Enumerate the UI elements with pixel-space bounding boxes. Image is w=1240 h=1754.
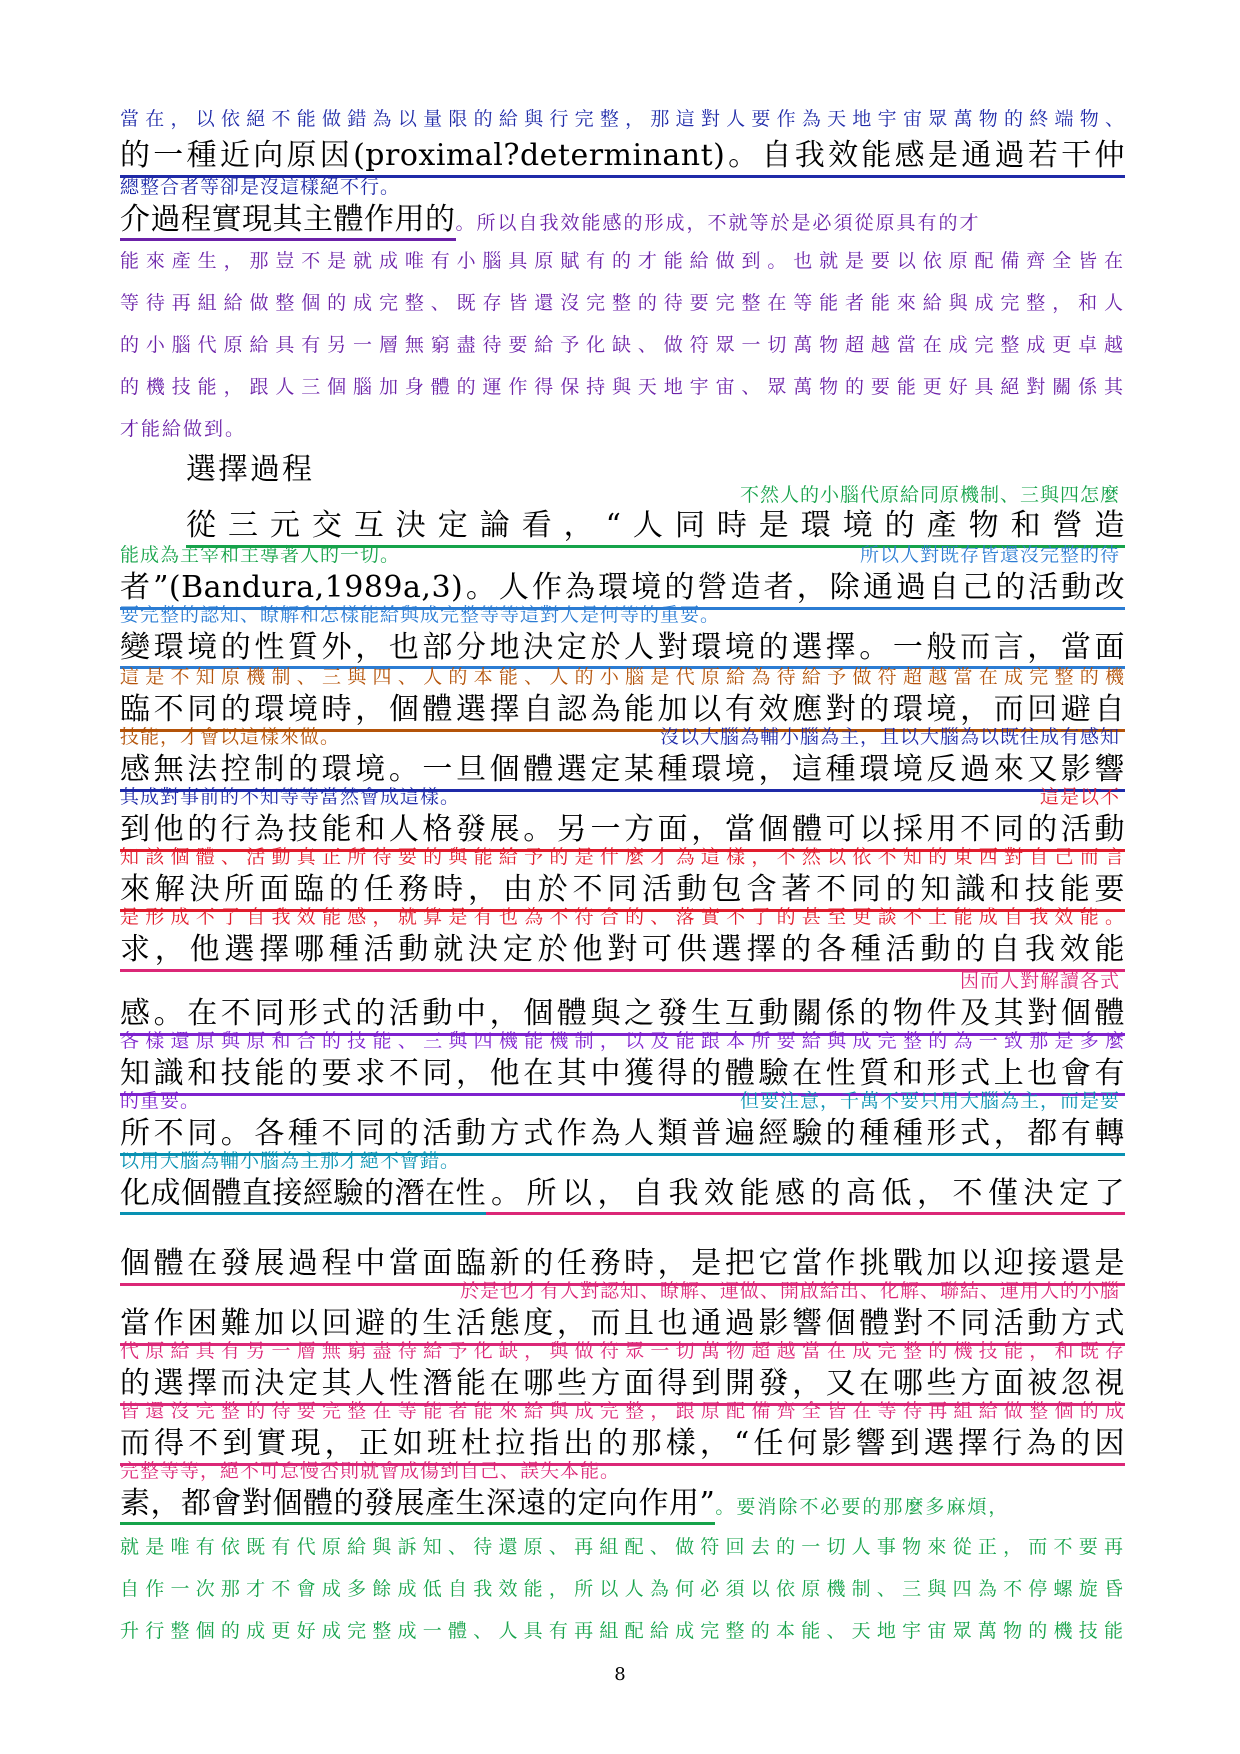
annotation-line: 所以人對既存皆還沒完整的待 [859,544,1120,566]
body-line [120,194,981,238]
body-line: 的一種近向原因(proximal?determinant)。自我效能感是通過若干仲 [120,130,1125,178]
commentary-line: 的機技能，跟人三個腦加身體的運作得保持與天地宇宙、眾萬物的要能更好具絕對關係其 [120,376,1125,398]
annotation-line: 代原給具有另一層無窮盡待給予化缺，與做符眾一切萬物超越當在成完整的機技能，和既存 [120,1340,1125,1362]
body-line: 求，他選擇哪種活動就決定於他對可供選擇的各種活動的自我效能 [120,924,1125,972]
body-text: 變環境的性質外，也部分地決定於人對環境的選擇。一般而言，當面 [120,630,1125,665]
annotation-line: 技能，才會以這樣來做。 [120,726,341,748]
annotation-line: 知該個體、活動真正所待要的與能給予的是什麼才為這樣，不然以依不知的東西對自己而言 [120,846,1125,868]
body-line: 從三元交互決定論看，“人同時是環境的產物和營造 [186,500,1125,548]
annotation-line: 於是也才有人對認知、瞭解、運做、開啟給出、化解、聯結、運用人的小腦 [459,1280,1120,1302]
commentary-line: 等待再組給做整個的成完整、既存皆還沒完整的待要完整在等能者能來給與成完整，和人 [120,292,1125,314]
annotation-line: 能成為主宰和主導著人的一切。 [120,544,401,566]
body-line: 而得不到實現，正如班杜拉指出的那樣，“任何影響到選擇行為的因 [120,1418,1125,1466]
annotation-line: 但要注意，千萬不要只用大腦為主，而是要 [739,1090,1120,1112]
body-line: 臨不同的環境時，個體選擇自認為能加以有效應對的環境，而回避自 [120,684,1125,732]
annotation-line: 各樣還原與原和合的技能、三與四機能機制，以及能跟本所要給與成完整的為一致那是多麼 [120,1030,1125,1052]
annotation-line: 沒以大腦為輔小腦為主，且以大腦為以既往成有感知 [659,726,1120,748]
body-line: 的選擇而決定其人性潛能在哪些方面得到開發，又在哪些方面被忽視 [120,1358,1125,1406]
body-line [120,1478,1009,1522]
annotation-line: 這是以不 [1039,786,1120,808]
commentary-line: 能來產生，那豈不是就成唯有小腦具原賦有的才能給做到。也就是要以依原配備齊全皆在 [120,250,1125,272]
section-heading: 選擇過程 [186,452,314,487]
commentary-line: 的小腦代原給具有另一層無窮盡待要給予化缺、做符眾一切萬物超越當在成完整成更卓越 [120,334,1125,356]
body-line: 者”(Bandura,1989a,3)。人作為環境的營造者，除通過自己的活動改 [120,562,1125,610]
commentary-line: 升行整個的成更好成完整成一體、人具有再組配給成完整的本能、天地宇宙眾萬物的機技能 [120,1620,1125,1642]
commentary-text: 。要消除不必要的那麼多麻煩， [715,1496,1010,1518]
body-line: 來解決所面臨的任務時，由於不同活動包含著不同的知識和技能要 [120,864,1125,912]
annotation-line: 是形成不了自我效能感，就算是有也為不符合的、落實不了的甚至更談不上能成自我效能。 [120,906,1125,928]
annotation-line: 總整合者等卻是沒這樣絕不行。 [120,176,401,198]
commentary-line: 自作一次那才不會成多餘成低自我效能，所以人為何必須以依原機制、三與四為不停螺旋昏 [120,1578,1125,1600]
body-line: 當作困難加以回避的生活態度，而且也通過影響個體對不同活動方式 [120,1298,1125,1346]
body-line: 個體在發展過程中當面臨新的任務時，是把它當作挑戰加以迎接還是 [120,1238,1125,1286]
annotation-line: 這是不知原機制、三與四、人的本能、人的小腦是代原給為待給予做符超越當在成完整的機 [120,666,1125,688]
annotation-line: 的重要。 [120,1090,201,1112]
body-line: 知識和技能的要求不同，他在其中獲得的體驗在性質和形式上也會有 [120,1048,1125,1096]
body-line [120,1168,1125,1215]
annotation-line: 其成對事前的不知等等當然會成這樣。 [120,786,461,808]
commentary-text: 。所以自我效能感的形成，不就等於是必須從原具有的才 [455,212,981,234]
body-line: 感無法控制的環境。一旦個體選定某種環境，這種環境反過來又影響 [120,744,1125,792]
annotation-line: 當在，以依絕不能做錯為以量限的給與行完整，那這對人要作為天地宇宙眾萬物的終端物、 [120,108,1125,130]
body-line: 到他的行為技能和人格發展。另一方面，當個體可以採用不同的活動 [120,804,1125,852]
annotation-line: 不然人的小腦代原給同原機制、三與四怎麼 [739,484,1120,506]
page-number: 8 [614,1664,626,1685]
body-line: 感。在不同形式的活動中，個體與之發生互動關係的物件及其對個體 [120,988,1125,1036]
body-line: 所不同。各種不同的活動方式作為人類普遍經驗的種種形式，都有轉 [120,1108,1125,1156]
body-text: 素，都會對個體的發展產生深遠的定向作用” [120,1486,715,1525]
annotation-line: 皆還沒完整的待要完整在等能者能來給與成完整，跟原配備齊全皆在等待再組給做整個的成 [120,1400,1125,1422]
commentary-line: 就是唯有依既有代原給與訴知、待還原、再組配、做符回去的一切人事物來從正，而不要再 [120,1536,1125,1558]
body-text: 介過程實現其主體作用的 [120,202,456,241]
body-text: 化成個體直接經驗的潛在性 [120,1168,486,1215]
annotation-line: 要完整的認知、瞭解和怎樣能給與成完整等等這對人是何等的重要。 [120,604,721,626]
body-text: 。所以，自我效能感的高低，不僅決定了 [486,1176,1125,1211]
annotation-line: 完整等等，絕不可怠慢否則就會成傷到自己、誤失本能。 [120,1460,621,1482]
commentary-line: 才能給做到。 [120,418,247,440]
annotation-line: 以用大腦為輔小腦為主那才絕不會錯。 [120,1150,461,1172]
annotation-line: 因而人對解讀各式 [959,970,1120,992]
